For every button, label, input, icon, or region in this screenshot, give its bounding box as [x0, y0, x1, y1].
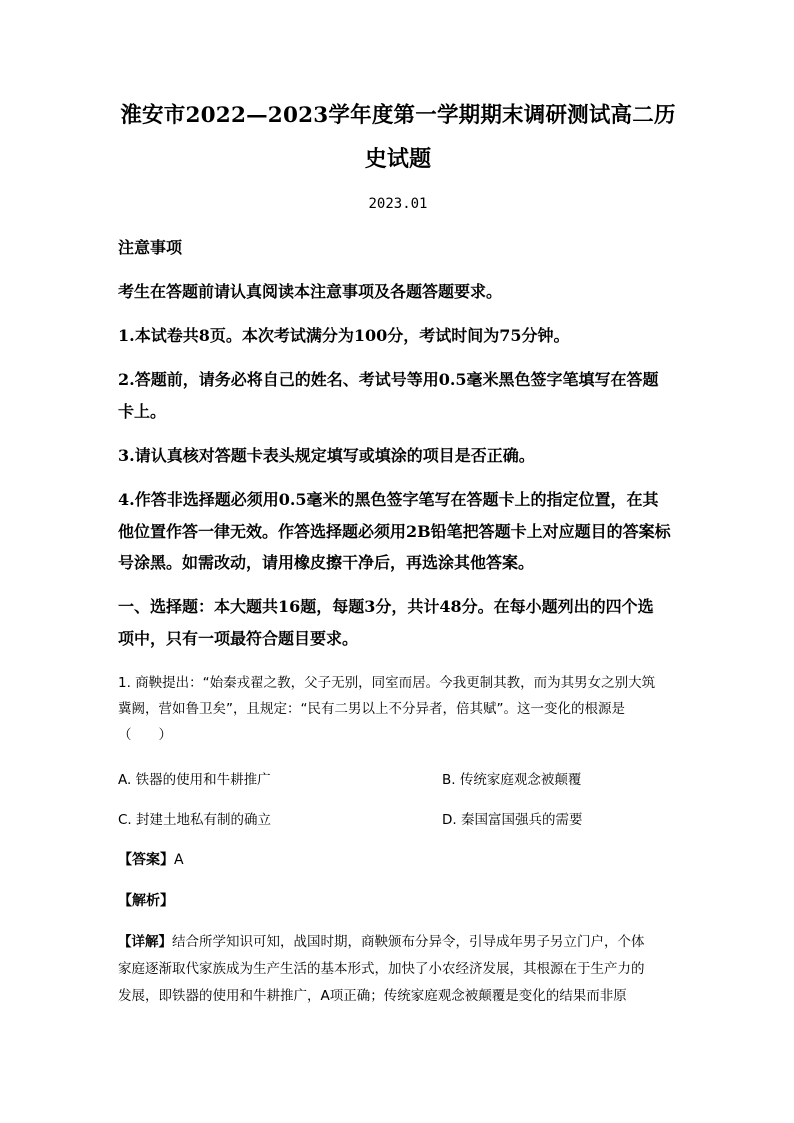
exam-title-line2: 史试题	[364, 146, 432, 172]
notice-item-4-line1: 4.作答非选择题必须用0.5毫米的黑色签字笔写在答题卡上的指定位置，在其	[118, 490, 659, 509]
detail-line1	[118, 930, 678, 950]
question-1-stem-line1: 1. 商鞅提出：“始秦戎翟之教，父子无别，同室而居。今我更制其教，而为其男女之别大筑	[118, 675, 656, 691]
notice-item-2-line2: 卡上。	[118, 402, 167, 421]
section-heading-line1: 一、选择题：本大题共16题，每题3分，共计48分。在每小题列出的四个选	[118, 597, 654, 616]
exam-date: 2023.01	[368, 196, 428, 212]
question-1-option-c: C. 封建土地私有制的确立	[118, 812, 272, 828]
notice-item-4-line2: 他位置作答一律无效。作答选择题必须用2B铅笔把答题卡上对应题目的答案标	[118, 522, 671, 541]
question-1-stem-line2: 冀阙，营如鲁卫矣”，且规定：“民有二男以上不分异者，倍其赋”。这一变化的根源是	[118, 701, 625, 717]
question-1-option-d: D. 秦国富国强兵的需要	[442, 812, 583, 828]
section-heading-line2: 项中，只有一项最符合题目要求。	[118, 629, 359, 648]
answer-value: A	[174, 852, 184, 868]
notice-item-2-line1: 2.答题前，请务必将自己的姓名、考试号等用0.5毫米黑色签字笔填写在答题	[118, 370, 659, 389]
notice-item-1: 1.本试卷共8页。本次考试满分为100分，考试时间为75分钟。	[118, 326, 570, 345]
answer-label: 【答案】	[118, 852, 174, 868]
question-1-option-b: B. 传统家庭观念被颠覆	[442, 772, 582, 788]
question-1-stem-line3: （ ）	[118, 727, 172, 743]
detail-line1-text: 结合所学知识可知，战国时期，商鞅颁布分异令，引导成年男子另立门户，个体	[172, 934, 645, 950]
detail-line2: 家庭逐渐取代家族成为生产生活的基本形式，加快了小农经济发展，其根源在于生产力的	[118, 961, 645, 977]
answer-row	[118, 849, 184, 869]
notice-item-4-line3: 号涂黑。如需改动，请用橡皮擦干净后，再选涂其他答案。	[118, 553, 535, 572]
analysis-label: 【解析】	[118, 893, 174, 909]
question-1-option-a: A. 铁器的使用和牛耕推广	[118, 772, 271, 788]
notice-item-3: 3.请认真核对答题卡表头规定填写或填涂的项目是否正确。	[118, 446, 535, 465]
detail-line3: 发展，即铁器的使用和牛耕推广，A项正确；传统家庭观念被颠覆是变化的结果而非原	[118, 988, 627, 1004]
notice-intro: 考生在答题前请认真阅读本注意事项及各题答题要求。	[118, 282, 503, 301]
detail-label: 【详解】	[118, 934, 172, 950]
notice-heading: 注意事项	[118, 238, 183, 257]
exam-title-line1: 淮安市2022—2023学年度第一学期期末调研测试高二历	[120, 103, 676, 128]
